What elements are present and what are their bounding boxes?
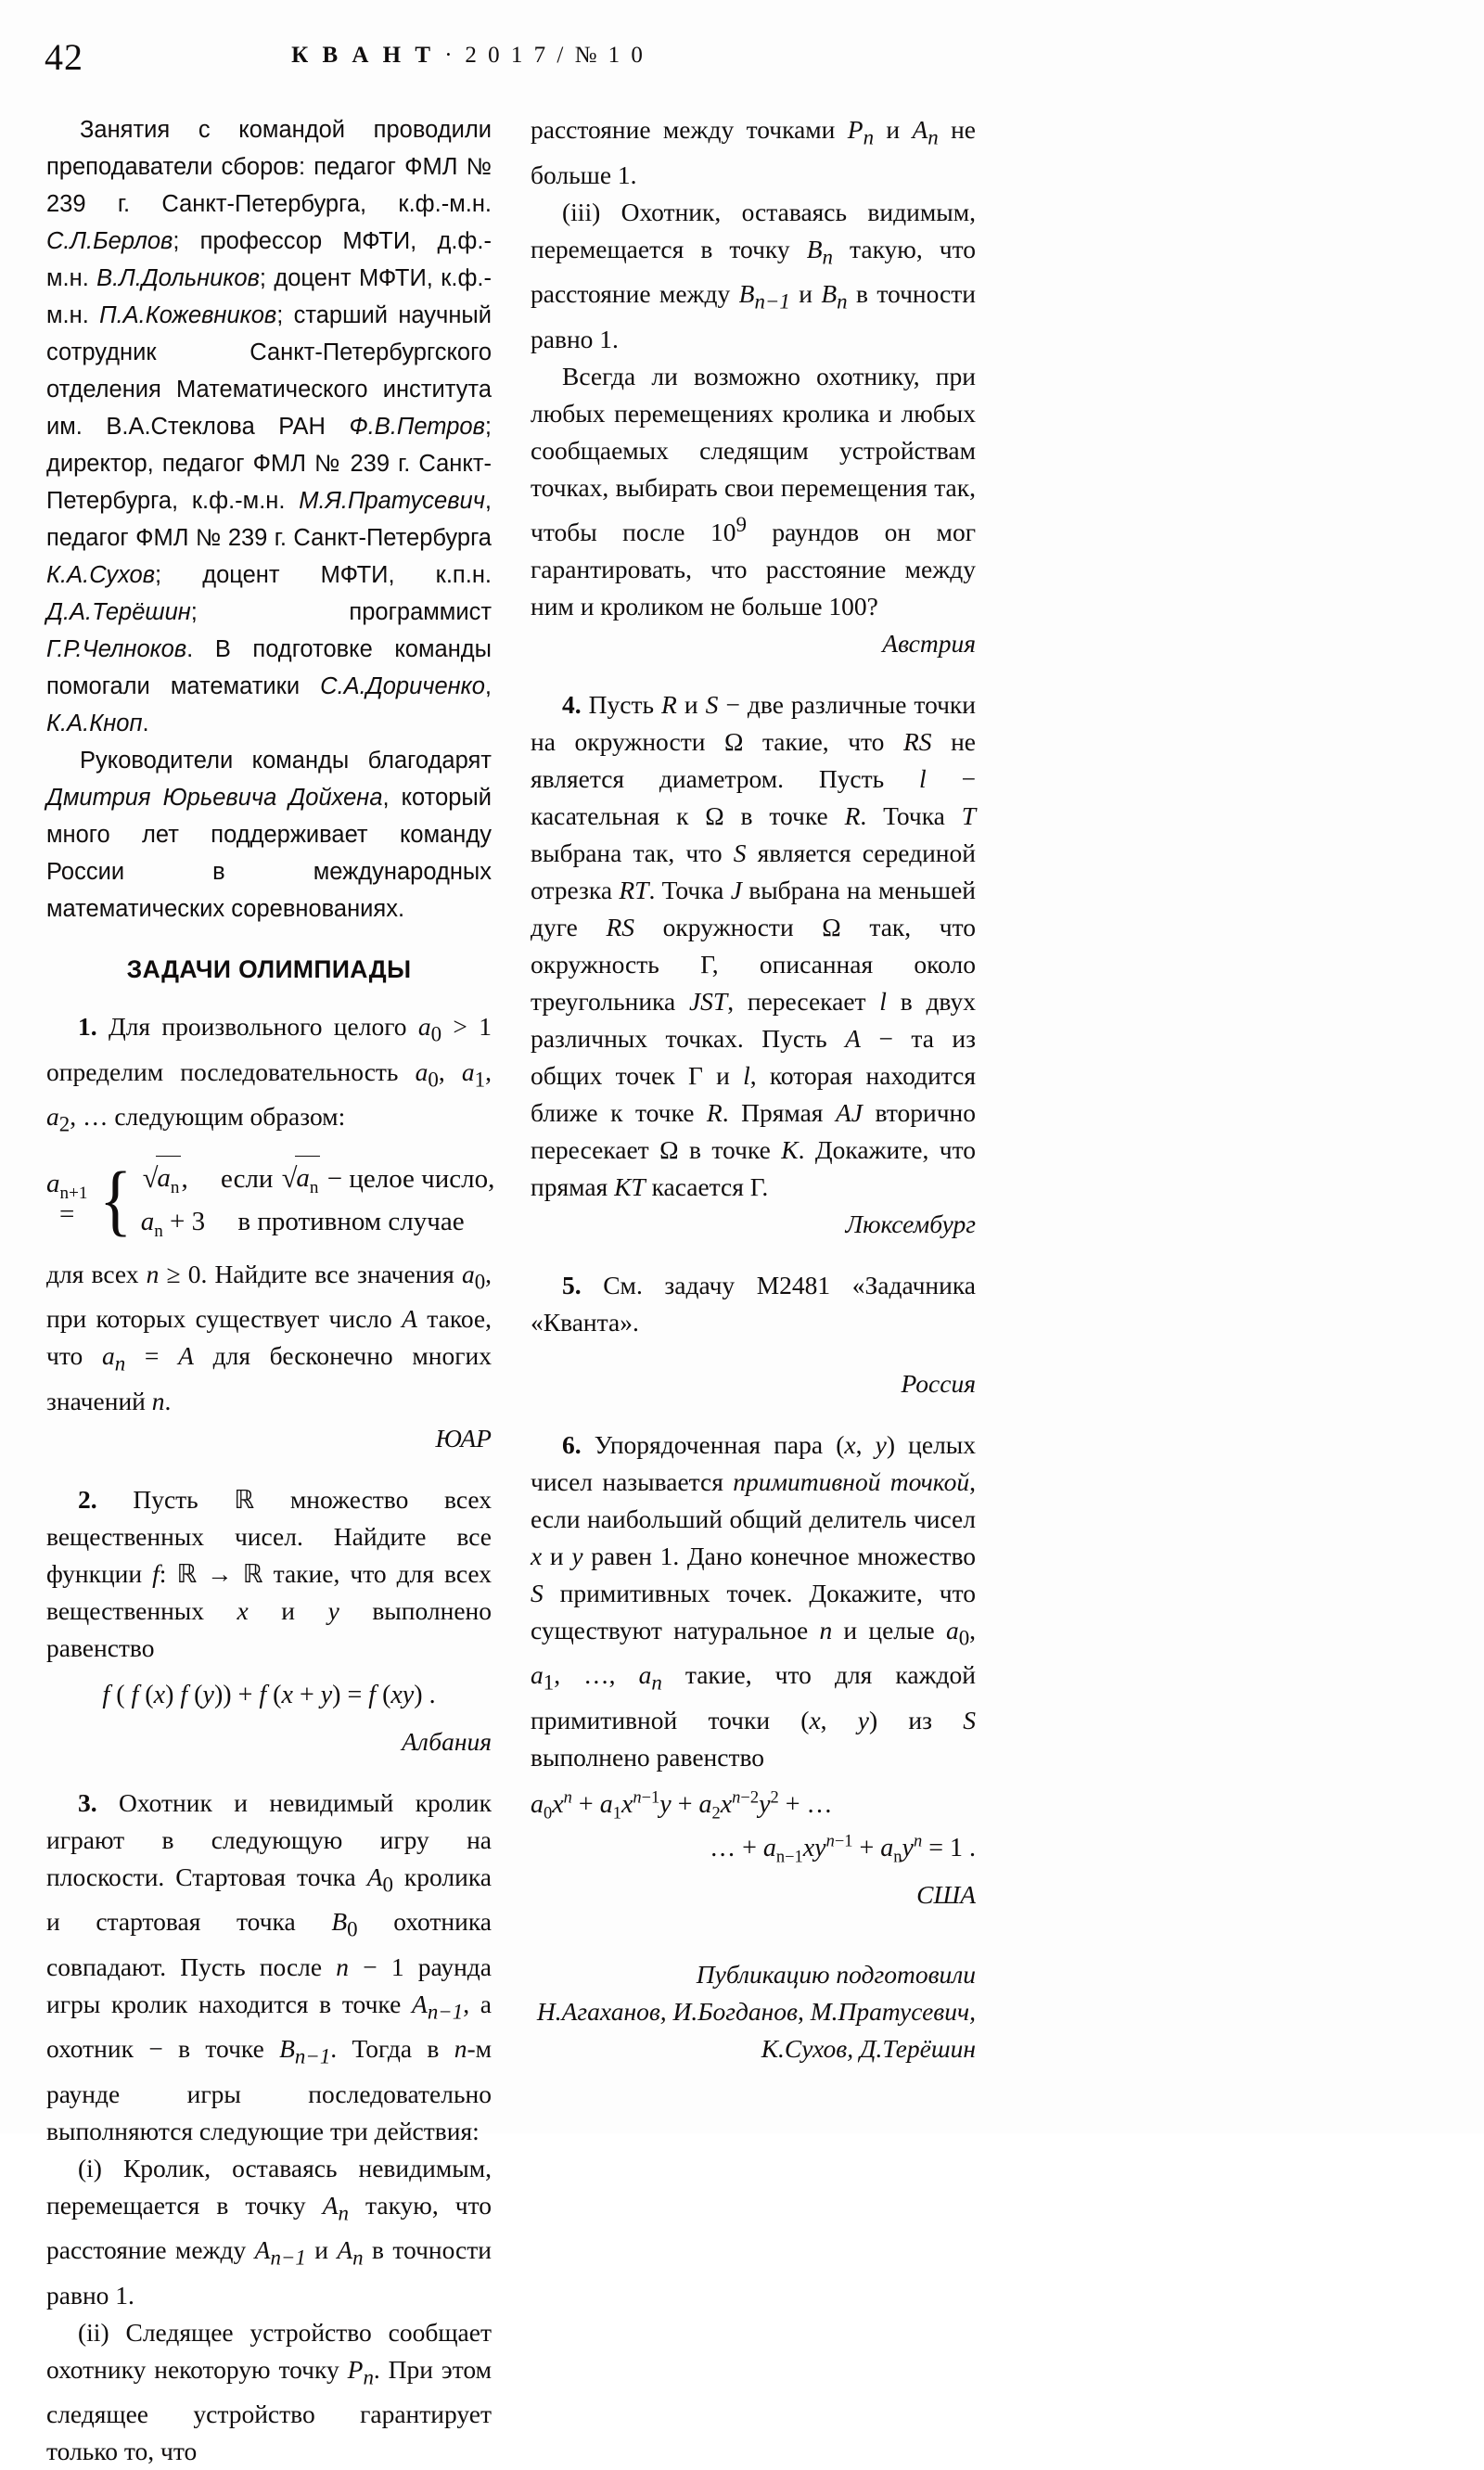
publication-credit-line-1: Публикацию подготовили [531, 1956, 976, 1993]
problem-2-formula: f ( f (x) f (y)) + f (x + y) = f (xy) . [46, 1680, 492, 1710]
problem-1 [46, 1008, 492, 1144]
header-separator: · [444, 43, 454, 68]
problem-3-text: Охотник и невидимый кролик играют в следующую игру на плоскости. Стартовая точка $A_0$ кролика и стартовая точка $B_0$ охотника совпадают. Пусть после n − 1 раунда игры кролик находится в точке $A_{n-1}$, а охотник − в точке $B_{n-1}$. Тогда в n-м раунде игры последовательно выполняются следующие три действия: [46, 1788, 492, 2145]
problem-4 [531, 686, 976, 1206]
case-row-2: $a_n + 3$ в противном случае [141, 1207, 465, 1236]
problem-5-number: 5. [562, 1271, 582, 1299]
right-column [531, 111, 976, 2067]
left-column [46, 111, 492, 2470]
problem-6-text: Упорядоченная пара (x, y) целых чисел называется примитивной точкой, если наибольший общий делитель чисел x и y равен 1. Дано конечное множество S примитивных точек. Докажите, что существуют натуральное n и целые $a_0$, $a_1$, …, $a_n$ такие, что для каждой примитивной точки (x, y) из S выполнено равенство [531, 1430, 976, 1772]
problem-6-formula-line-2: … + $a_{n-1}xy^{n-1} + a_ny^n = 1$ . [531, 1833, 976, 1863]
problem-1-country: ЮАР [46, 1420, 492, 1457]
case-condition-2: в противном случае [237, 1200, 464, 1243]
problem-3-country: Австрия [531, 625, 976, 662]
problem-6-country: США [531, 1876, 976, 1913]
publication-credit-line-3: К.Сухов, Д.Терёшин [531, 2030, 976, 2067]
problem-5 [531, 1267, 976, 1341]
problem-3-item-ii-continued: расстояние между точками $P_n$ и $A_n$ не больше 1. [531, 111, 976, 194]
problem-3-closing: Всегда ли возможно охотнику, при любых перемещениях кролика и любых сообщаемых следящим устройствам точках, выбирать свои перемещения так, чтобы после $10^9$ раундов он мог гарантировать, что расстояние между ним и кроликом не больше 100? [531, 358, 976, 625]
sqrt-an-1: $√a_n$ [141, 1157, 182, 1200]
problem-5-text: См. задачу М2481 «Задачника «Кванта». [531, 1271, 976, 1337]
problem-2 [46, 1481, 492, 1667]
problem-2-text: Пусть ℝ множество всех вещественных чисел. Найдите все функции f: ℝ → ℝ такие, что для всех вещественных x и y выполнено равенство [46, 1485, 492, 1662]
problem-6-number: 6. [562, 1430, 582, 1459]
problem-1-formula [46, 1157, 492, 1243]
problem-2-number: 2. [78, 1485, 97, 1514]
running-head [0, 43, 937, 69]
problem-4-number: 4. [562, 690, 582, 719]
page-header [0, 35, 1484, 82]
left-brace: { [100, 1175, 133, 1224]
problem-3 [46, 1785, 492, 2150]
problem-6-formula-line-1: $a_0x^n + a_1x^{n-1}y + a_2x^{n-2}y^2$ + … [531, 1789, 976, 1820]
problem-3-item-i: (i) Кролик, оставаясь невидимым, перемещается в точку $A_n$ такую, что расстояние между $A_{n-1}$ и $A_n$ в точности равно 1. [46, 2150, 492, 2314]
problem-1-number: 1. [78, 1012, 97, 1041]
case-condition-1: если $√a_n$ − целое число, [221, 1157, 494, 1200]
publication-credit-line-2: Н.Агаханов, И.Богданов, М.Пратусевич, [531, 1993, 976, 2030]
problem-5-country: Россия [531, 1365, 976, 1402]
section-title: ЗАДАЧИ ОЛИМПИАДЫ [46, 955, 492, 984]
problem-2-country: Албания [46, 1723, 492, 1760]
journal-name: К В А Н Т [291, 43, 434, 68]
issue-label: 2 0 1 7 / № 1 0 [465, 43, 646, 68]
problem-3-item-ii: (ii) Следящее устройство сообщает охотнику некоторую точку $P_n$. При этом следящее устройство гарантирует только то, что [46, 2314, 492, 2470]
piecewise-definition [46, 1157, 494, 1243]
problem-1-text-after: для всех n ≥ 0. Найдите все значения $a_0$, при которых существует число A такое, что $a_n = A$ для бесконечно многих значений n. [46, 1256, 492, 1420]
case-rows [141, 1157, 495, 1243]
intro-paragraph-2: Руководители команды благодарят Дмитрия Юрьевича Дойхена, который много лет поддерживает команду России в международных математических соревнованиях. [46, 742, 492, 928]
intro-paragraph-1: Занятия с командой проводили преподаватели сборов: педагог ФМЛ № 239 г. Санкт-Петербурга, к.ф.-м.н. С.Л.Берлов; профессор МФТИ, д.ф.-м.н. В.Л.Дольников; доцент МФТИ, к.ф.-м.н. П.А.Кожевников; старший научный сотрудник Санкт-Петербургского отделения Математического института им. В.А.Стеклова РАН Ф.В.Петров; директор, педагог ФМЛ № 239 г. Санкт-Петербурга, к.ф.-м.н. М.Я.Пратусевич, педагог ФМЛ № 239 г. Санкт-Петербурга К.А.Сухов; доцент МФТИ, к.п.н. Д.А.Терёшин; программист Г.Р.Челноков. В подготовке команды помогали математики С.А.Дориченко, К.А.Кноп. [46, 111, 492, 742]
problem-4-country: Люксембург [531, 1206, 976, 1243]
formula-lhs: $a_{n+1}$ = [46, 1169, 96, 1230]
problem-4-text: Пусть R и S − две различные точки на окружности Ω такие, что RS не является диаметром. Пусть l − касательная к Ω в точке R. Точка T выбрана так, что S является серединой отрезка RT. Точка J выбрана на меньшей дуге RS окружности Ω так, что окружность Γ, описанная около треугольника JST, пересекает l в двух различных точках. Пусть A − та из общих точек Γ и l, которая находится ближе к точке R. Прямая AJ вторично пересекает Ω в точке K. Докажите, что прямая KT касается Γ. [531, 690, 976, 1201]
problem-3-number: 3. [78, 1788, 97, 1817]
problem-3-item-iii: (iii) Охотник, оставаясь видимым, перемещается в точку $B_n$ такую, что расстояние между $B_{n-1}$ и $B_n$ в точности равно 1. [531, 194, 976, 358]
page-number: 42 [45, 35, 83, 79]
problem-1-text-before: Для произвольного целого $a_0 > 1$ определим последовательность $a_0$, $a_1$, $a_2$, … следующим образом: [46, 1012, 492, 1131]
case-row-1: $√a_n$, если $√a_n$ − целое число, [141, 1164, 495, 1194]
problem-6 [531, 1427, 976, 1776]
